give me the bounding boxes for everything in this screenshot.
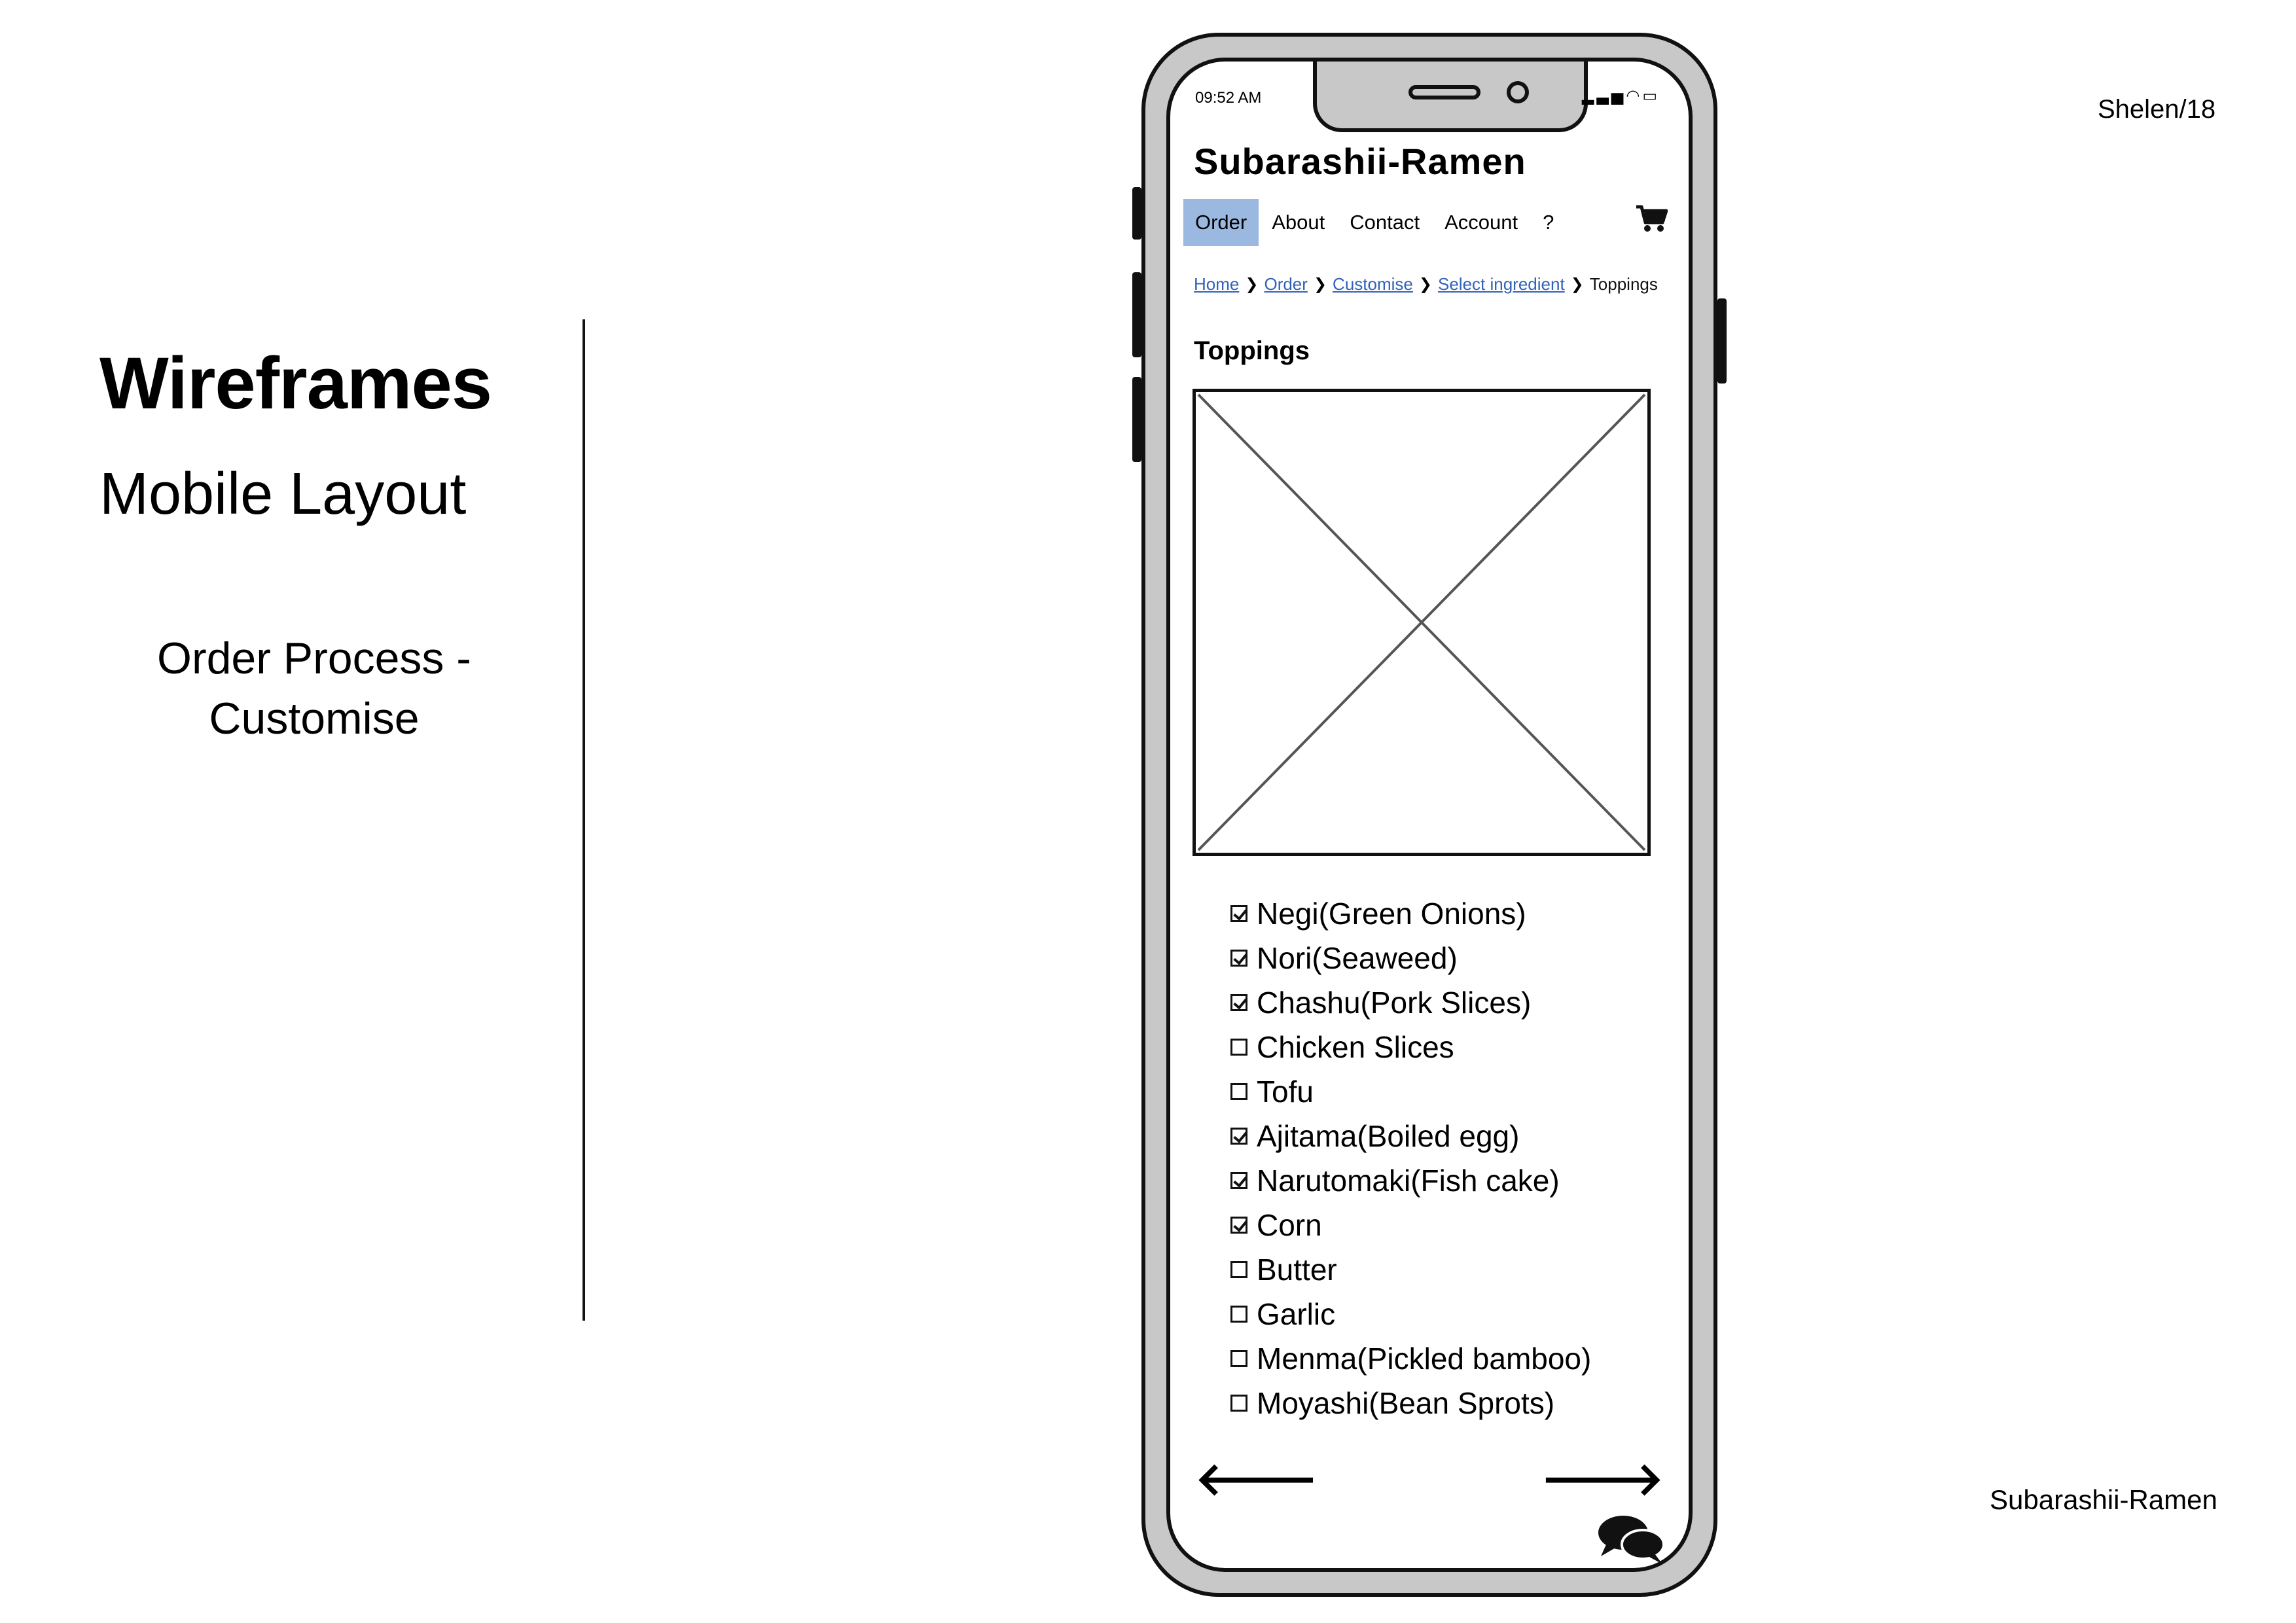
- camera-icon: [1507, 81, 1529, 103]
- checkbox[interactable]: [1230, 1039, 1247, 1056]
- topping-item[interactable]: [1230, 980, 1591, 1025]
- slide-section-label: Order Process - Customise: [157, 633, 471, 743]
- checkbox[interactable]: [1230, 1128, 1247, 1145]
- chat-bubbles-icon[interactable]: [1597, 1513, 1665, 1569]
- topping-label: Narutomaki(Fish cake): [1257, 1164, 1560, 1198]
- status-icons: [1582, 86, 1660, 105]
- shopping-cart-icon[interactable]: [1635, 204, 1668, 241]
- topping-item[interactable]: [1230, 1114, 1591, 1158]
- main-nav: [1183, 199, 1567, 246]
- chevron-right-icon: ❯: [1313, 276, 1327, 293]
- topping-item[interactable]: [1230, 1336, 1591, 1381]
- topping-item[interactable]: [1230, 1292, 1591, 1336]
- topping-item[interactable]: [1230, 1069, 1591, 1114]
- slide-subtitle: Mobile Layout: [99, 461, 467, 527]
- breadcrumb-link-home[interactable]: Home: [1194, 274, 1240, 294]
- chevron-right-icon: ❯: [1570, 276, 1584, 293]
- checkbox[interactable]: [1230, 1083, 1247, 1100]
- topping-label: Corn: [1257, 1208, 1322, 1242]
- checkbox[interactable]: [1230, 1261, 1247, 1278]
- breadcrumb-link-select-ingredient[interactable]: Select ingredient: [1437, 274, 1565, 294]
- topping-item[interactable]: [1230, 891, 1591, 936]
- phone-power-button: [1717, 298, 1727, 383]
- nav-item-order[interactable]: Order: [1183, 199, 1259, 246]
- checkbox[interactable]: [1230, 1172, 1247, 1189]
- topping-item[interactable]: [1230, 936, 1591, 980]
- topping-label: Ajitama(Boiled egg): [1257, 1119, 1520, 1153]
- checkbox[interactable]: [1230, 994, 1247, 1011]
- topping-label: Tofu: [1257, 1075, 1314, 1109]
- arrow-left-icon[interactable]: 🡐: [1195, 1454, 1318, 1505]
- topping-label: Chashu(Pork Slices): [1257, 986, 1532, 1020]
- arrow-right-icon[interactable]: 🡒: [1541, 1454, 1664, 1505]
- topping-item[interactable]: [1230, 1025, 1591, 1069]
- phone-volume-up-button: [1132, 272, 1141, 357]
- phone-notch: [1313, 58, 1588, 132]
- checkbox[interactable]: [1230, 1217, 1247, 1234]
- topping-list: [1230, 891, 1591, 1425]
- checkbox[interactable]: [1230, 1350, 1247, 1367]
- breadcrumb-current: Toppings: [1589, 274, 1658, 294]
- topping-item[interactable]: [1230, 1158, 1591, 1203]
- checkbox[interactable]: [1230, 950, 1247, 967]
- topping-label: Butter: [1257, 1253, 1337, 1287]
- signal-icon: ▂▃▅: [1581, 87, 1626, 105]
- phone-side-button: [1132, 187, 1141, 240]
- topping-label: Negi(Green Onions): [1257, 897, 1526, 931]
- wifi-icon: ◠: [1626, 87, 1643, 105]
- nav-item-account[interactable]: Account: [1444, 211, 1518, 234]
- topping-label: Nori(Seaweed): [1257, 941, 1458, 975]
- checkbox[interactable]: [1230, 1306, 1247, 1323]
- checkbox[interactable]: [1230, 1395, 1247, 1412]
- battery-icon: ▭: [1642, 87, 1660, 105]
- section-title: Toppings: [1194, 336, 1310, 365]
- status-time: 09:52 AM: [1195, 89, 1262, 107]
- nav-item-contact[interactable]: Contact: [1350, 211, 1420, 234]
- phone-volume-down-button: [1132, 377, 1141, 462]
- app-title[interactable]: Subarashii-Ramen: [1194, 141, 1526, 182]
- chevron-right-icon: ❯: [1245, 276, 1259, 293]
- checkbox[interactable]: [1230, 905, 1247, 922]
- phone-frame: [1141, 33, 1717, 1597]
- breadcrumb-link-customise[interactable]: Customise: [1333, 274, 1413, 294]
- image-placeholder: [1193, 389, 1651, 856]
- topping-label: Garlic: [1257, 1297, 1336, 1331]
- nav-item-about[interactable]: About: [1272, 211, 1325, 234]
- topping-item[interactable]: [1230, 1381, 1591, 1425]
- chevron-right-icon: ❯: [1418, 276, 1432, 293]
- topping-item[interactable]: [1230, 1247, 1591, 1292]
- speaker-icon: [1408, 85, 1480, 99]
- phone-screen: [1166, 58, 1693, 1572]
- topping-label: Chicken Slices: [1257, 1030, 1454, 1064]
- page-number: Shelen/18: [2098, 95, 2216, 124]
- topping-label: Menma(Pickled bamboo): [1257, 1342, 1592, 1376]
- topping-label: Moyashi(Bean Sprots): [1257, 1386, 1555, 1420]
- nav-item-help[interactable]: ?: [1543, 211, 1554, 234]
- footer-brand: Subarashii-Ramen: [1990, 1484, 2217, 1515]
- vertical-divider: [583, 319, 585, 1321]
- topping-item[interactable]: [1230, 1203, 1591, 1247]
- slide-title: Wireframes: [99, 342, 492, 424]
- breadcrumb-link-order[interactable]: Order: [1264, 274, 1308, 294]
- breadcrumb: [1194, 274, 1658, 294]
